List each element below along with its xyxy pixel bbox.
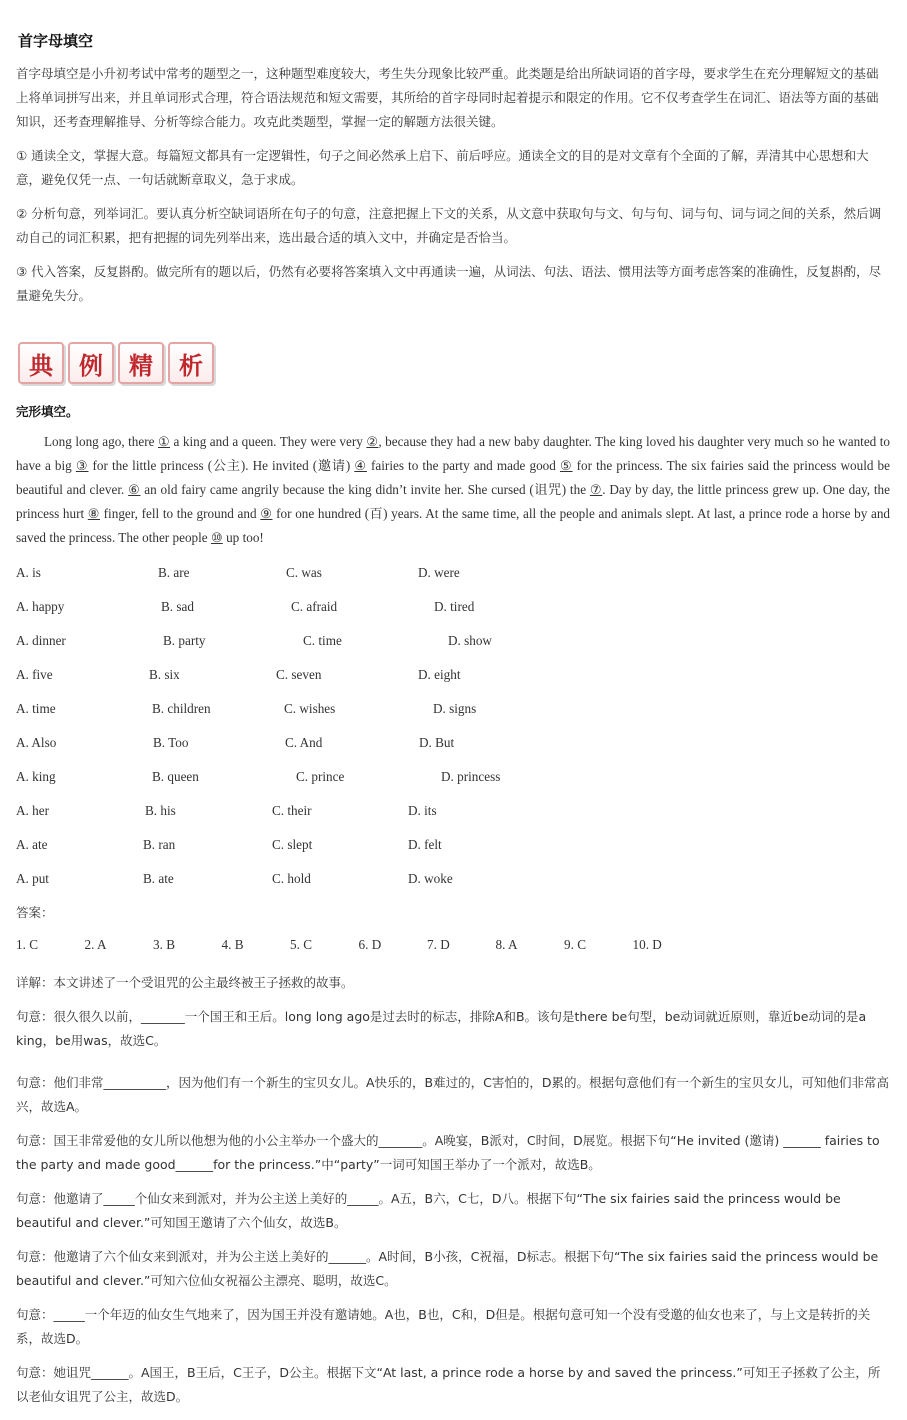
step-3-paragraph: ③ 代入答案，反复斟酌。做完所有的题以后，仍然有必要将答案填入文中再通读一遍，从词法、句法、语法、惯用法等方面考虑答案的准确性，反复斟酌，尽量避免失分。	[16, 264, 882, 303]
cloze-blank: ③	[75, 458, 89, 473]
answer-item: 4. B	[221, 937, 244, 952]
option-choice: A. dinner	[16, 633, 66, 648]
passage-text: , because they had a new baby daughter. The king loved his daughter very much so he wanted to have a big	[16, 434, 891, 473]
banner-char: 析	[168, 342, 214, 384]
option-choice: C. wishes	[284, 701, 336, 716]
option-choice: D. signs	[433, 701, 477, 716]
option-choice: A. happy	[16, 599, 65, 614]
answer-item: 9. C	[564, 937, 586, 952]
option-choice: B. children	[152, 701, 211, 716]
passage-text: . Day by day, the little princess grew up. One day, the princess hurt	[16, 482, 891, 521]
passage-text: Long long ago, there	[44, 434, 158, 449]
option-choice: B. party	[163, 633, 206, 648]
answer-label: 答案：	[16, 905, 54, 920]
option-choice: D. were	[418, 565, 460, 580]
cloze-passage	[16, 430, 890, 550]
option-choice: D. woke	[408, 871, 453, 886]
passage-text: for the little princess (公主). He invited (邀请)	[88, 458, 355, 473]
option-choice: C. hold	[272, 871, 311, 886]
answer-item: 6. D	[358, 937, 382, 952]
passage-text: for the princess. The six fairies said the princess would be beautiful and clever.	[16, 458, 890, 497]
banner-char: 典	[18, 342, 64, 384]
cloze-blank: ⑧	[87, 506, 100, 521]
option-choice: C. slept	[272, 837, 313, 852]
option-choice: B. six	[149, 667, 180, 682]
passage-text: finger, fell to the ground and	[100, 506, 261, 521]
option-choice: B. queen	[152, 769, 199, 784]
answer-item: 3. B	[153, 937, 175, 952]
cloze-blank: ⑦	[589, 482, 603, 497]
step-2-paragraph: ② 分析句意，列举词汇。要认真分析空缺词语所在句子的句意，注意把握上下文的关系，从文意中获取句与文、句与句、词与句、词与词之间的关系，然后调动自己的词汇积累，把有把握的词先列举出来，选出最合适的填入文中，并确定是否恰当。	[16, 206, 882, 245]
cloze-blank: ⑤	[559, 458, 573, 473]
passage-text: up too!	[222, 530, 264, 545]
option-choice: A. is	[16, 565, 41, 580]
answer-item: 5. C	[290, 937, 312, 952]
cloze-blank: ⑥	[128, 482, 141, 497]
option-choice: A. ate	[16, 837, 48, 852]
option-choice: C. time	[303, 633, 342, 648]
option-choice: B. ran	[143, 837, 176, 852]
intro-paragraph: 首字母填空是小升初考试中常考的题型之一，这种题型难度较大，考生失分现象比较严重。此类题是给出所缺词语的首字母，要求学生在充分理解短文的基础上将单词拼写出来，并且单词形式合理，符合语法规范和短文需要，其所给的首字母同时起着提示和限定的作用。它不仅考查学生在词汇、语法等方面的基础知识，还考查理解推导、分析等综合能力。攻克此类题型，掌握一定的解题方法很关键。	[16, 66, 879, 129]
option-choice: A. her	[16, 803, 49, 818]
explanation-summary: 详解：本文讲述了一个受诅咒的公主最终被王子拯救的故事。	[16, 975, 354, 990]
option-choice: D. eight	[418, 667, 461, 682]
option-choice: A. king	[16, 769, 56, 784]
passage-text: an old fairy came angrily because the king didn’t invite her. She cursed (诅咒) the	[140, 482, 590, 497]
step-1-paragraph: ① 通读全文，掌握大意。每篇短文都具有一定逻辑性，句子之间必然承上启下、前后呼应。通读全文的目的是对文章有个全面的了解，弄清其中心思想和大意，避免仅凭一点、一句话就断章取义，急于求成。	[16, 148, 869, 187]
option-choice: D. felt	[408, 837, 442, 852]
page-title: 首字母填空	[18, 32, 94, 50]
option-choice: C. And	[285, 735, 323, 750]
option-choice: B. his	[145, 803, 176, 818]
option-choice: D. tired	[434, 599, 475, 614]
cloze-blank: ①	[157, 434, 170, 449]
explanation-item: 句意：他邀请了六个仙女来到派对，并为公主送上美好的______。A时间，B小孩，C祝福，D标志。根据下句“The six fairies said the princess would be beautiful and clever.”可知六位仙女祝福公主漂亮、聪明，故选C。	[16, 1249, 879, 1288]
explanation-item: 句意：很久很久以前，_______一个国王和王后。long long ago是过去时的标志，排除A和B。该句是there be句型，be动词就近原则，靠近be动词的是a king，be用was，故选C。	[16, 1009, 867, 1048]
explanation-item: 句意：他邀请了_____个仙女来到派对，并为公主送上美好的_____。A五，B六，C七，D八。根据下句“The six fairies said the princess would be beautiful and clever.”可知国王邀请了六个仙女，故选B。	[16, 1191, 841, 1230]
cloze-blank: ②	[366, 434, 379, 449]
option-choice: D. show	[448, 633, 492, 648]
option-choice: D. But	[419, 735, 455, 750]
option-choice: C. afraid	[291, 599, 338, 614]
option-choice: A. put	[16, 871, 49, 886]
cloze-blank: ⑩	[210, 530, 223, 545]
passage-text: for one hundred (百) years. At the same time, all the people and animals slept. At last, a prince rode a horse by and saved the princess. The other people	[16, 506, 891, 545]
banner-char: 例	[68, 342, 114, 384]
explanation-item: 句意：_____一个年迈的仙女生气地来了，因为国王并没有邀请她。A也，B也，C和，D但是。根据句意可知一个没有受邀的仙女也来了，与上文是转折的关系，故选D。	[16, 1307, 871, 1346]
option-choice: B. sad	[161, 599, 194, 614]
option-choice: B. Too	[153, 735, 189, 750]
answer-item: 7. D	[427, 937, 450, 952]
option-choice: C. prince	[296, 769, 345, 784]
cloze-blank: ④	[354, 458, 367, 473]
explanation-item: 句意：她诅咒______。A国王，B王后，C王子，D公主。根据下文“At last, a prince rode a horse by and saved the princess.”可知王子拯救了公主，所以老仙女诅咒了公主，故选D。	[16, 1365, 881, 1404]
cloze-blank: ⑨	[260, 506, 273, 521]
answer-item: 1. C	[16, 937, 38, 952]
option-choice: B. ate	[143, 871, 174, 886]
answer-item: 2. A	[84, 937, 107, 952]
answer-item: 8. A	[495, 937, 518, 952]
option-choice: D. princess	[441, 769, 501, 784]
option-choice: D. its	[408, 803, 437, 818]
option-choice: A. five	[16, 667, 53, 682]
answer-item: 10. D	[632, 937, 662, 952]
option-choice: A. time	[16, 701, 56, 716]
option-choice: A. Also	[16, 735, 57, 750]
explanation-item: 句意：他们非常__________，因为他们有一个新生的宝贝女儿。A快乐的，B难过的，C害怕的，D累的。根据句意他们有一个新生的宝贝女儿，可知他们非常高兴，故选A。	[16, 1075, 889, 1114]
exercise-heading: 完形填空。	[16, 404, 79, 419]
option-choice: C. seven	[276, 667, 322, 682]
passage-text: fairies to the party and made good	[366, 458, 560, 473]
option-choice: B. are	[158, 565, 190, 580]
banner-char: 精	[118, 342, 164, 384]
explanation-item: 句意：国王非常爱他的女儿所以他想为他的小公主举办一个盛大的_______。A晚宴，B派对，C时间，D展览。根据下句“He invited (邀请) ______ fairies to the party and made good______for the princess.”中“party”一词可知国王举办了一个派对，故选B。	[16, 1133, 880, 1172]
option-choice: C. their	[272, 803, 312, 818]
option-choice: C. was	[286, 565, 322, 580]
passage-text: a king and a queen. They were very	[170, 434, 367, 449]
example-analysis-banner	[18, 342, 214, 384]
